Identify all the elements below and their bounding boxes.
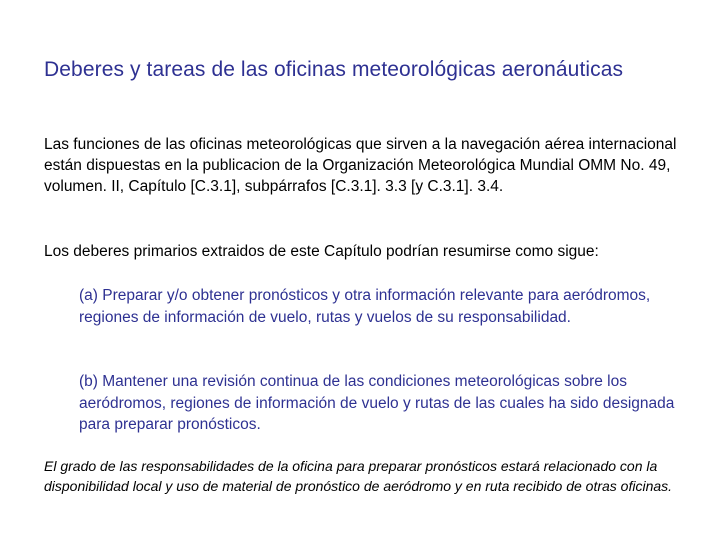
slide-title: Deberes y tareas de las oficinas meteorológicas aeronáuticas bbox=[44, 58, 624, 81]
intro-paragraph: Las funciones de las oficinas meteorológicas que sirven a la navegación aérea internacional están dispuestas en la publicacion de la Organización Meteorológica Mundial OMM No. 49, volumen. II, Capítulo [C.3.1], subpárrafos [C.3.1]. 3.3 [y C.3.1]. 3.4. bbox=[44, 136, 677, 195]
footnote-paragraph: El grado de las responsabilidades de la oficina para preparar pronósticos estará relacionado con la disponibilidad local y uso de material de pronóstico de aeródromo y en ruta recibido de otras oficinas. bbox=[44, 458, 673, 494]
duty-item-b: (b) Mantener una revisión continua de las condiciones meteorológicas sobre los aeródromos, regiones de información de vuelo y rutas de las cuales ha sido designada para preparar pronósticos. bbox=[79, 373, 675, 433]
duty-item-a: (a) Preparar y/o obtener pronósticos y otra información relevante para aeródromos, regiones de información de vuelo, rutas y vuelos de su responsabilidad. bbox=[79, 287, 651, 326]
summary-lead-paragraph: Los deberes primarios extraidos de este Capítulo podrían resumirse como sigue: bbox=[44, 243, 599, 260]
